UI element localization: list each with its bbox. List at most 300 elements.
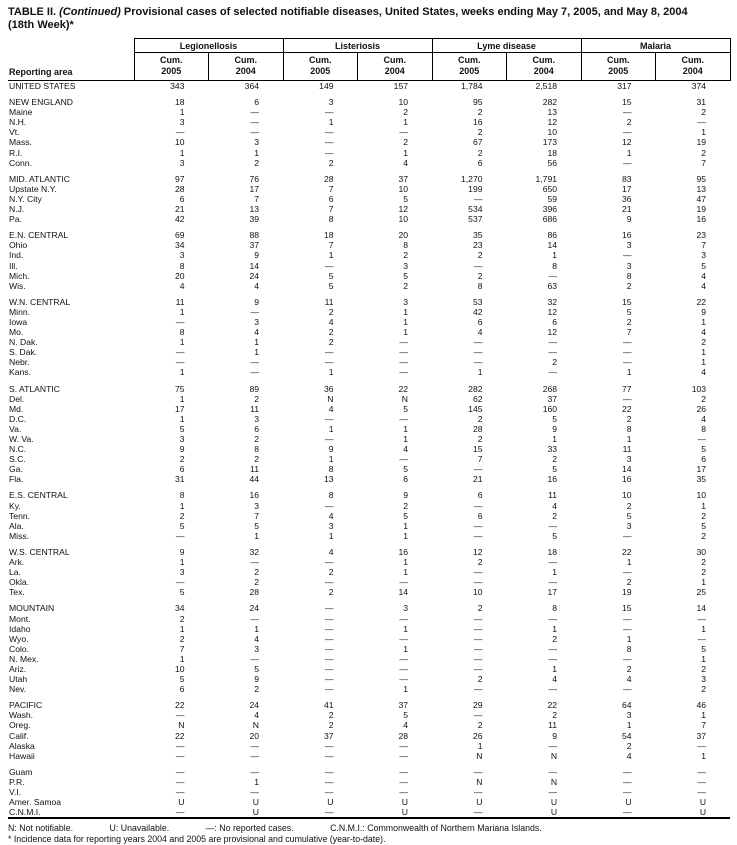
cell-value: 1 (701, 500, 707, 511)
cell-value: 1 (328, 530, 334, 541)
cell-value: 199 (468, 183, 483, 194)
row-label: Guam (9, 766, 33, 777)
cell-value: 2 (552, 357, 558, 368)
table-row (8, 347, 730, 357)
cell-value: 2 (328, 327, 334, 338)
table-row (8, 474, 730, 484)
cell-value: 14 (621, 464, 632, 475)
cell-value: 6 (477, 157, 483, 168)
cell-value: — (622, 776, 632, 787)
cell-value: — (548, 653, 558, 664)
legend-not-notifiable: N: Not notifiable. (8, 823, 74, 834)
cell-value: — (622, 157, 632, 168)
cell-value: 2 (626, 117, 632, 128)
cell-value: 6 (179, 464, 185, 475)
table-row (8, 531, 730, 541)
cell-value: — (324, 684, 334, 695)
cell-value: 17 (174, 403, 185, 414)
cell-value: 4 (552, 500, 558, 511)
table-row (8, 541, 730, 557)
cell-value: — (250, 127, 260, 138)
cell-value: 3 (403, 296, 409, 307)
row-label: W.S. CENTRAL (9, 546, 70, 557)
row-label: Wash. (9, 710, 34, 721)
cell-value: — (324, 750, 334, 761)
row-label: P.R. (9, 776, 25, 787)
cell-value: 2 (328, 337, 334, 348)
table-row (8, 367, 730, 377)
cell-value: 7 (179, 643, 185, 654)
cell-value: 15 (621, 296, 632, 307)
row-label: MOUNTAIN (9, 603, 55, 614)
cell-value: 1 (179, 306, 185, 317)
cell-value: 5 (328, 270, 334, 281)
cell-value: 1 (179, 653, 185, 664)
cell-value: — (399, 413, 409, 424)
cell-value: — (399, 653, 409, 664)
cell-value: 1 (328, 367, 334, 378)
cell-value: 26 (472, 730, 483, 741)
cell-value: 34 (174, 603, 185, 614)
cell-value: 46 (696, 700, 707, 711)
cell-value: 28 (174, 183, 185, 194)
cell-value: — (473, 357, 483, 368)
cell-value: — (250, 367, 260, 378)
cell-value: 16 (696, 214, 707, 225)
cell-value: — (175, 347, 185, 358)
col-header-lyme-2004: Cum. 2004 (507, 53, 582, 81)
cell-value: 76 (249, 173, 260, 184)
cell-value: U (625, 797, 632, 808)
cell-value: — (622, 623, 632, 634)
cell-value: U (699, 797, 707, 808)
cell-value: 4 (701, 280, 707, 291)
cell-value: — (175, 710, 185, 721)
row-label: Amer. Samoa (9, 797, 62, 808)
table-row (8, 194, 730, 204)
cell-value: 69 (174, 230, 185, 241)
cell-value: 59 (547, 193, 558, 204)
cell-value: — (399, 577, 409, 588)
cell-value: 1 (701, 577, 707, 588)
cell-value: 1 (179, 623, 185, 634)
cell-value: 9 (552, 423, 558, 434)
cell-value: — (622, 530, 632, 541)
cell-value: 10 (398, 183, 409, 194)
row-label: NEW ENGLAND (9, 97, 73, 108)
legend-line (8, 823, 731, 834)
cell-value: — (175, 807, 185, 818)
cell-value: 2 (626, 413, 632, 424)
cell-value: 1 (403, 623, 409, 634)
table-row (8, 557, 730, 567)
cell-value: — (473, 653, 483, 664)
cell-value: 10 (174, 137, 185, 148)
col-header-mal-2005: Cum. 2005 (581, 53, 656, 81)
cell-value: — (697, 633, 707, 644)
cell-value: 160 (542, 403, 558, 414)
cell-value: 1 (701, 750, 707, 761)
cell-value: 54 (621, 730, 632, 741)
cell-value: 1 (403, 316, 409, 327)
cell-value: 8 (328, 490, 334, 501)
cell-value: 1 (552, 434, 558, 444)
cell-value: 2 (477, 434, 483, 444)
cell-value: — (324, 500, 334, 511)
cell-value: 6 (179, 684, 185, 695)
cell-value: — (697, 613, 707, 624)
cell-value: 5 (328, 280, 334, 291)
cell-value: 39 (249, 214, 260, 225)
cell-value: 4 (328, 510, 334, 521)
row-label: PACIFIC (9, 700, 43, 711)
cell-value: 4 (626, 674, 632, 685)
row-label: Tenn. (9, 510, 31, 521)
cell-value: 6 (477, 510, 483, 521)
cell-value: 83 (621, 173, 632, 184)
cell-value: 3 (254, 500, 260, 511)
cell-value: — (473, 766, 483, 777)
cell-value: — (473, 577, 483, 588)
row-label: S.C. (9, 454, 26, 465)
table-row (8, 414, 730, 424)
cell-value: 2 (328, 587, 334, 598)
cell-value: U (476, 797, 483, 808)
cell-value: 1 (403, 306, 409, 317)
row-label: Pa. (9, 214, 22, 225)
row-label: Okla. (9, 577, 30, 588)
cell-value: — (548, 740, 558, 751)
cell-value: 14 (249, 260, 260, 271)
cell-value: 32 (547, 296, 558, 307)
cell-value: 6 (179, 193, 185, 204)
table-row (8, 797, 730, 807)
table-row (8, 634, 730, 644)
cell-value: — (622, 787, 632, 797)
row-label: Alaska (9, 740, 35, 751)
cell-value: — (324, 766, 334, 777)
cell-value: — (250, 306, 260, 317)
cell-value: 12 (547, 306, 558, 317)
cell-value: 5 (403, 270, 409, 281)
row-label: Ala. (9, 520, 24, 531)
row-label: N. Mex. (9, 653, 39, 664)
cell-value: 34 (174, 240, 185, 251)
cell-value: 16 (398, 546, 409, 557)
cell-value: 2 (477, 107, 483, 118)
cell-value: 12 (547, 327, 558, 338)
cell-value: 5 (626, 306, 632, 317)
cell-value: — (175, 530, 185, 541)
table-row (8, 317, 730, 327)
cell-value: 2 (254, 157, 260, 168)
cell-value: — (175, 766, 185, 777)
cell-value: 1 (403, 643, 409, 654)
cell-value: 2 (477, 557, 483, 568)
cell-value: 37 (398, 700, 409, 711)
cell-value: 17 (696, 464, 707, 475)
cell-value: 22 (696, 296, 707, 307)
cell-value: 2 (403, 280, 409, 291)
table-header (8, 39, 730, 81)
cell-value: 2 (328, 710, 334, 721)
table-row (8, 567, 730, 577)
cell-value: — (622, 127, 632, 138)
cell-value: 36 (323, 383, 334, 394)
cell-value: 2 (626, 316, 632, 327)
cell-value: 42 (472, 306, 483, 317)
cell-value: 28 (472, 423, 483, 434)
cell-value: 35 (696, 474, 707, 485)
cell-value: 22 (398, 383, 409, 394)
cell-value: 12 (472, 546, 483, 557)
row-label: Calif. (9, 730, 29, 741)
cell-value: 2 (701, 510, 707, 521)
cell-value: N (476, 750, 483, 761)
cell-value: — (399, 740, 409, 751)
table-row (8, 777, 730, 787)
cell-value: 1 (403, 147, 409, 158)
cell-value: 1 (701, 710, 707, 721)
table-row (8, 664, 730, 674)
table-row (8, 81, 730, 92)
cell-value: 6 (254, 97, 260, 108)
cell-value: — (548, 766, 558, 777)
cell-value: — (548, 577, 558, 588)
cell-value: 3 (179, 567, 185, 578)
table-row (8, 148, 730, 158)
table-row (8, 291, 730, 307)
cell-value: 5 (552, 413, 558, 424)
table-row (8, 424, 730, 434)
cell-value: 18 (547, 147, 558, 158)
cell-value: U (550, 797, 558, 808)
cell-value: 686 (542, 214, 558, 225)
cell-value: 2 (701, 147, 707, 158)
cell-value: 4 (403, 157, 409, 168)
cell-value: — (399, 357, 409, 368)
cell-value: 3 (701, 674, 707, 685)
cell-value: 2 (477, 720, 483, 731)
cell-value: — (250, 766, 260, 777)
cell-value: 4 (626, 750, 632, 761)
cell-value: 33 (547, 444, 558, 455)
cell-value: 77 (621, 383, 632, 394)
cell-value: 24 (249, 603, 260, 614)
cell-value: 1 (179, 337, 185, 348)
cell-value: 2 (254, 577, 260, 588)
cell-value: 37 (696, 730, 707, 741)
cell-value: — (175, 776, 185, 787)
row-label: Minn. (9, 306, 31, 317)
cell-value: 1 (477, 740, 483, 751)
cell-value: — (324, 347, 334, 358)
cell-value: 2 (179, 510, 185, 521)
table-row (8, 511, 730, 521)
cell-value: 12 (547, 117, 558, 128)
cell-value: — (250, 357, 260, 368)
table-row (8, 184, 730, 194)
cell-value: — (697, 766, 707, 777)
cell-value: — (622, 684, 632, 695)
cell-value: U (252, 807, 260, 818)
cell-value: 2 (477, 674, 483, 685)
cell-value: 11 (175, 296, 185, 307)
cell-value: 21 (472, 474, 483, 485)
cell-value: — (622, 807, 632, 818)
cell-value: — (324, 807, 334, 818)
cell-value: 4 (254, 280, 260, 291)
cell-value: 2 (477, 147, 483, 158)
cell-value: 4 (328, 316, 334, 327)
cell-value: — (175, 127, 185, 138)
cell-value: — (250, 117, 260, 128)
cell-value: — (324, 147, 334, 158)
cell-value: 1 (626, 557, 632, 568)
cell-value: 17 (249, 183, 260, 194)
cell-value: 6 (328, 193, 334, 204)
cell-value: U (550, 807, 558, 818)
cell-value: 1 (626, 434, 632, 444)
cell-value: 4 (254, 633, 260, 644)
cell-value: N (550, 750, 558, 761)
cell-value: — (473, 633, 483, 644)
cell-value: 1 (626, 720, 632, 731)
cell-value: 2 (179, 633, 185, 644)
row-label: Oreg. (9, 720, 31, 731)
cell-value: 1 (179, 367, 185, 378)
cell-value: 2 (328, 720, 334, 731)
cell-value: 37 (323, 730, 334, 741)
col-header-leg-2005: Cum. 2005 (134, 53, 209, 81)
cell-value: 97 (174, 173, 185, 184)
cell-value: — (622, 653, 632, 664)
cell-value: N (476, 776, 483, 787)
cell-value: 2 (552, 510, 558, 521)
cell-value: 1 (179, 557, 185, 568)
table-row (8, 710, 730, 720)
cell-value: 8 (626, 270, 632, 281)
col-header-mal-2004: Cum. 2004 (656, 53, 731, 81)
cell-value: 3 (179, 250, 185, 261)
cell-value: 2 (328, 306, 334, 317)
cell-value: 30 (696, 546, 707, 557)
cell-value: 20 (249, 730, 260, 741)
cell-value: — (473, 530, 483, 541)
cell-value: 21 (174, 204, 185, 215)
cell-value: 9 (179, 444, 185, 455)
cell-value: 11 (250, 464, 260, 475)
table-row (8, 137, 730, 147)
row-label: R.I. (9, 147, 23, 158)
cell-value: 10 (547, 127, 558, 138)
cell-value: 317 (617, 81, 632, 91)
cell-value: 5 (403, 464, 409, 475)
cell-value: 7 (254, 510, 260, 521)
cell-value: 2 (701, 530, 707, 541)
title-text: Provisional cases of selected notifiable diseases, United States, weeks ending May 7, 2005, and May 8, 2004 (123, 6, 688, 18)
row-label: Iowa (9, 316, 28, 327)
cell-value: 47 (696, 193, 707, 204)
cell-value: 343 (170, 81, 185, 91)
cell-value: 2 (477, 603, 483, 614)
cell-value: 41 (323, 700, 334, 711)
cell-value: 3 (328, 97, 334, 108)
cell-value: 5 (552, 530, 558, 541)
cell-value: — (324, 663, 334, 674)
notifiable-diseases-table (8, 38, 731, 819)
cell-value: 1 (552, 623, 558, 634)
cell-value: 534 (468, 204, 483, 215)
row-label: N.J. (9, 204, 25, 215)
table-row (8, 117, 730, 127)
cell-value: 5 (701, 444, 707, 455)
cell-value: 6 (403, 474, 409, 485)
table-title (8, 6, 731, 32)
cell-value: 7 (626, 327, 632, 338)
cell-value: 5 (701, 643, 707, 654)
cell-value: 8 (179, 490, 185, 501)
cell-value: — (175, 316, 185, 327)
cell-value: 1 (179, 147, 185, 158)
cell-value: 32 (249, 546, 260, 557)
cell-value: 2 (254, 567, 260, 578)
cell-value: 2 (254, 684, 260, 695)
cell-value: 1 (403, 530, 409, 541)
cell-value: 29 (472, 700, 483, 711)
cell-value: 6 (477, 490, 483, 501)
cell-value: 13 (696, 183, 707, 194)
cell-value: 4 (701, 367, 707, 378)
cell-value: 20 (398, 230, 409, 241)
row-label: V.I. (9, 787, 22, 797)
row-label: Wis. (9, 280, 26, 291)
cell-value: 44 (249, 474, 260, 485)
row-label: W. Va. (9, 434, 34, 444)
row-label: Mich. (9, 270, 30, 281)
cell-value: 4 (552, 674, 558, 685)
cell-value: — (399, 776, 409, 787)
cell-value: 1 (328, 250, 334, 261)
row-label: Ariz. (9, 663, 27, 674)
cell-value: 5 (179, 587, 185, 598)
cell-value: 2 (701, 337, 707, 348)
cell-value: 173 (542, 137, 558, 148)
cell-value: 282 (542, 97, 558, 108)
legend-no-reported-cases: —: No reported cases. (205, 823, 294, 834)
row-label: N.C. (9, 444, 27, 455)
table-row (8, 731, 730, 741)
cell-value: 2,518 (535, 81, 558, 91)
cell-value: — (548, 613, 558, 624)
cell-value: — (324, 127, 334, 138)
cell-value: — (697, 434, 707, 444)
table-number: TABLE II. (8, 6, 57, 18)
cell-value: 11 (548, 490, 558, 501)
cell-value: 149 (319, 81, 334, 91)
cell-value: 37 (249, 240, 260, 251)
cell-value: — (622, 250, 632, 261)
cell-value: — (175, 750, 185, 761)
table-row (8, 271, 730, 281)
cell-value: — (473, 464, 483, 475)
table-row (8, 751, 730, 761)
cell-value: 2 (254, 393, 260, 404)
cell-value: 1 (552, 663, 558, 674)
cell-value: 2 (328, 157, 334, 168)
incidence-note: * Incidence data for reporting years 2004 and 2005 are provisional and cumulative (year-to-date). (8, 834, 386, 845)
cell-value: — (324, 674, 334, 685)
